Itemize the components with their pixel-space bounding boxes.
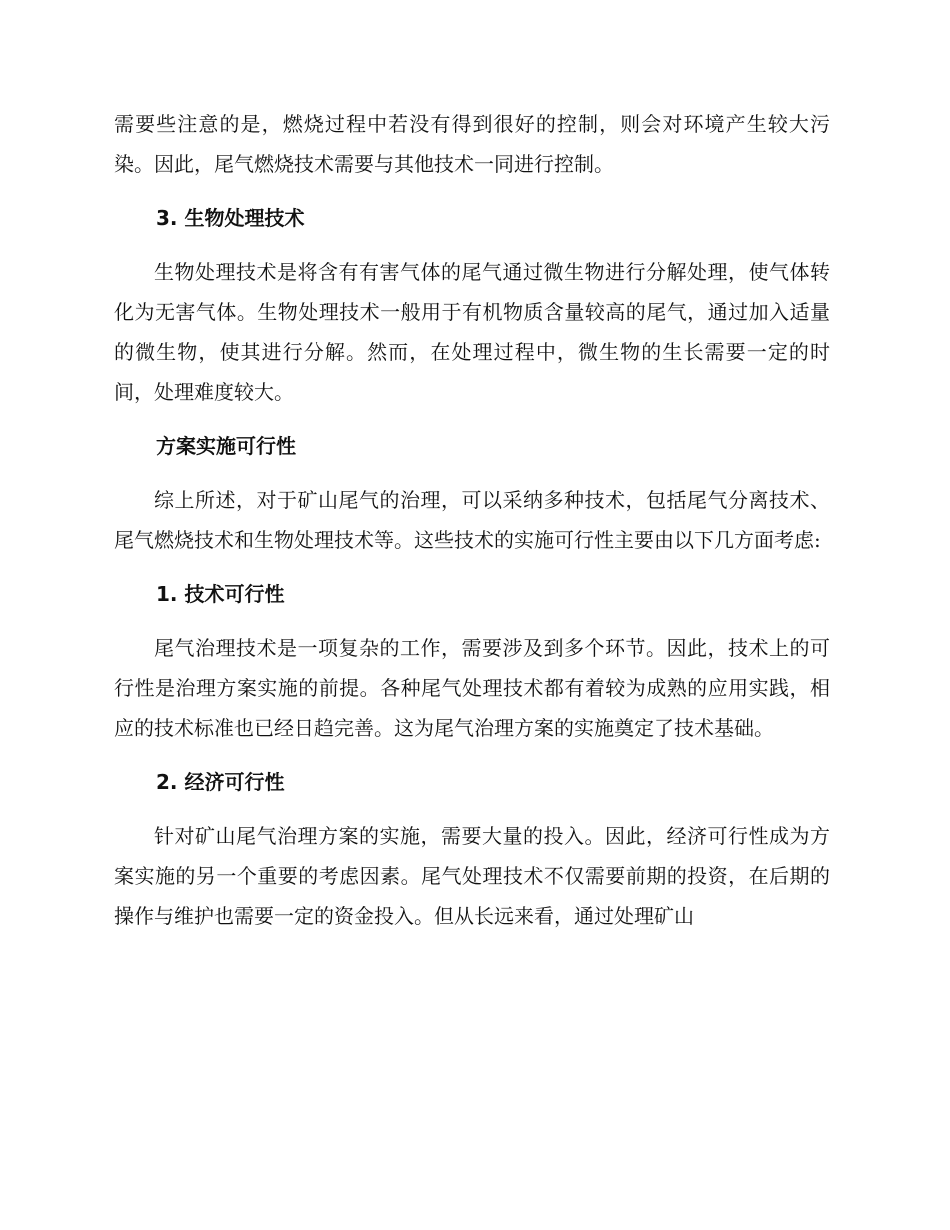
paragraph-biological-treatment: 生物处理技术是将含有有害气体的尾气通过微生物进行分解处理，使气体转化为无害气体。生物处理技术一般用于有机物质含量较高的尾气，通过加入适量的微生物，使其进行分解。然而，在处理过程中，微生物的生长需要一定的时间，处理难度较大。	[114, 260, 830, 404]
paragraph-economic-feasibility: 针对矿山尾气治理方案的实施，需要大量的投入。因此，经济可行性成为方案实施的另一个重要的考虑因素。尾气处理技术不仅需要前期的投资，在后期的操作与维护也需要一定的资金投入。但从长远来看，通过处理矿山	[114, 824, 830, 928]
paragraph-feasibility-summary: 综上所述，对于矿山尾气的治理，可以采纳多种技术，包括尾气分离技术、尾气燃烧技术和生物处理技术等。这些技术的实施可行性主要由以下几方面考虑:	[114, 488, 830, 552]
heading-implementation-feasibility: 方案实施可行性	[156, 434, 296, 458]
heading-economic-feasibility: 2. 经济可行性	[156, 770, 285, 794]
paragraph-technical-feasibility: 尾气治理技术是一项复杂的工作，需要涉及到多个环节。因此，技术上的可行性是治理方案实施的前提。各种尾气处理技术都有着较为成熟的应用实践，相应的技术标准也已经日趋完善。这为尾气治理方案的实施奠定了技术基础。	[114, 636, 830, 740]
paragraph-combustion-note: 需要些注意的是，燃烧过程中若没有得到很好的控制，则会对环境产生较大污染。因此，尾气燃烧技术需要与其他技术一同进行控制。	[114, 112, 830, 176]
document-page	[114, 104, 830, 936]
heading-biological-treatment: 3. 生物处理技术	[156, 206, 305, 230]
heading-technical-feasibility: 1. 技术可行性	[156, 582, 285, 606]
